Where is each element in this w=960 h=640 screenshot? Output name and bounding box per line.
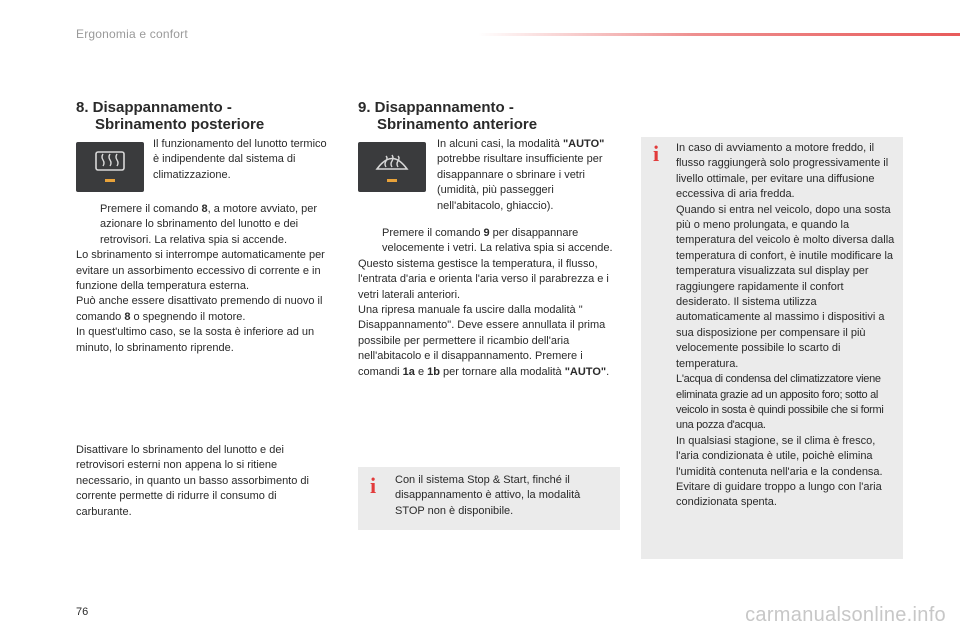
section-8-intro: Il funzionamento del lunotto termico è indipendente dal sistema di climatizzazione.: [153, 138, 327, 181]
section-9-bullet: Premere il comando 9 per disappannare velocemente i vetri. La relativa spia si accende.: [382, 227, 613, 255]
section-9-title: [358, 99, 618, 133]
stop-start-note: [358, 467, 620, 530]
section-8-para2: Può anche essere disattivato premendo di nuovo il comando 8 o spegnendo il motore.: [76, 295, 323, 323]
header-divider: [478, 33, 960, 36]
climate-info-p4: In qualsiasi stagione, se il clima è fresco, l'aria condizionata è utile, poichè elimina l'umidità contenuta nell'aria e la condensa. Evitare di guidare troppo a lungo con l'aria condizionata spenta.: [676, 434, 883, 509]
climate-info-p1: In caso di avviamento a motore freddo, il flusso raggiungerà solo progressivamente il livello ottimale, per evitare una diffusione eccessiva di aria fredda.: [676, 142, 889, 201]
section-8-para4: Disattivare lo sbrinamento del lunotto e dei retrovisori esterni non appena lo si ritiene necessario, in quanto un basso assorbimento di corrente permette di ridurre il consumo di carburante.: [76, 444, 309, 518]
section-8-para1: Lo sbrinamento si interrompe automaticamente per evitare un assorbimento eccessivo di corrente e in funzione della temperatura esterna.: [76, 249, 325, 293]
section-8-title: [76, 99, 336, 133]
section-9-title-line1: 9. Disappannamento -: [358, 99, 514, 116]
climate-info-text: [676, 141, 898, 511]
section-9-para1: Questo sistema gestisce la temperatura, il flusso, l'entrata d'aria e orienta l'aria verso il parabrezza e i vetri laterali anteriori.: [358, 257, 609, 301]
climate-info-p3: L'acqua di condensa del climatizzatore viene eliminata grazie ad un apposito foro; sotto al veicolo in sosta è quindi possibile che si formi una pozza d'acqua.: [676, 373, 884, 432]
section-8-title-line1: 8. Disappannamento -: [76, 99, 232, 116]
section-9-para2: Una ripresa manuale fa uscire dalla modalità " Disappannamento". Deve essere annullata il prima possibile per permettere il ricambio dell'aria nell'abitacolo e il disappannamento. Premere i comandi 1a e 1b per tornare alla modalità "AUTO".: [358, 304, 610, 378]
info-icon: i: [653, 141, 660, 166]
section-8-body: [76, 202, 338, 356]
section-8-bullet: Premere il comando 8, a motore avviato, per azionare lo sbrinamento del lunotto e dei retrovisori. La relativa spia si accende.: [100, 203, 318, 246]
section-8-para3: In quest'ultimo caso, se la sosta è inferiore ad un minuto, lo sbrinamento riprende.: [76, 326, 315, 354]
front-defrost-icon: [358, 142, 426, 192]
section-9-title-line2: Sbrinamento anteriore: [377, 116, 538, 133]
info-icon: i: [370, 473, 377, 498]
rear-defrost-icon: [76, 142, 144, 192]
page-number: 76: [76, 606, 89, 618]
watermark: carmanualsonline.info: [745, 604, 946, 626]
climate-info-note: [641, 137, 903, 559]
stop-start-note-text: Con il sistema Stop & Start, finché il disappannamento è attivo, la modalità STOP non è disponibile.: [395, 474, 581, 517]
section-8-title-line2: Sbrinamento posteriore: [95, 116, 265, 133]
section-9-intro: In alcuni casi, la modalità "AUTO" potrebbe risultare insufficiente per disappannare o sbrinare i vetri (umidità, più passeggeri nell'abitacolo, ghiaccio).: [437, 138, 605, 212]
section-9-body: [358, 226, 620, 380]
running-header: Ergonomia e confort: [76, 27, 188, 41]
climate-info-p2: Quando si entra nel veicolo, dopo una sosta più o meno prolungata, e quando la temperatura del veicolo è molto diversa dalla temperatura di confort, è inutile modificare la temperatura visualizzata sul display per raggiungere rapidamente il confort desiderato. Il sistema utilizza automaticamente al massimo i dispositivi a sua disposizione per compensare il più velocemente possibile lo scarto di temperatura.: [676, 203, 895, 370]
